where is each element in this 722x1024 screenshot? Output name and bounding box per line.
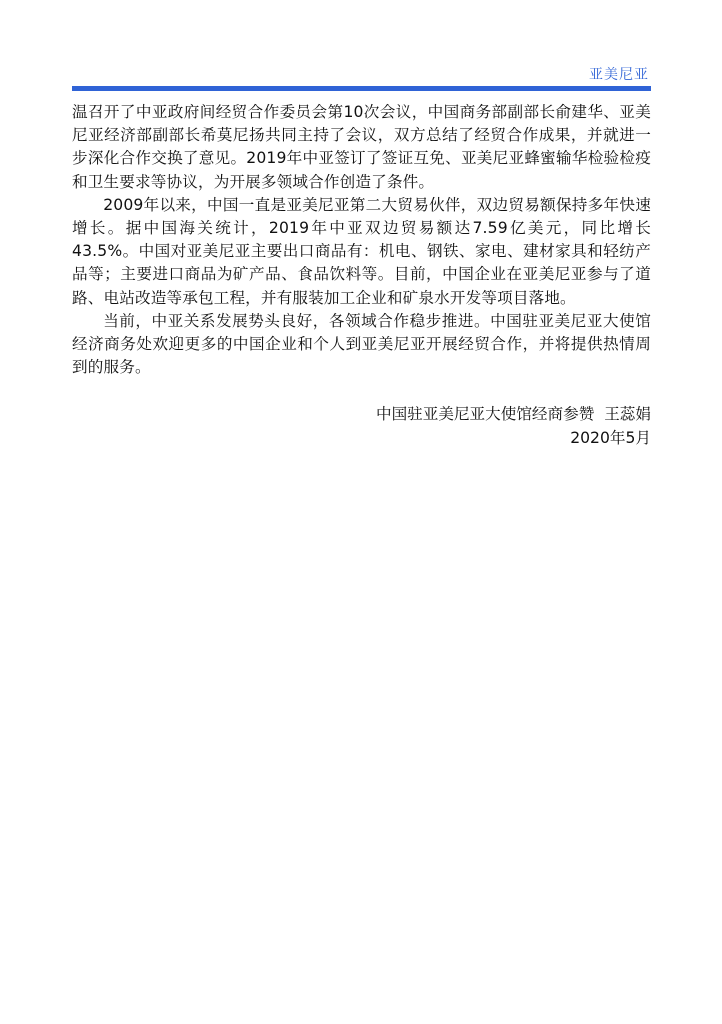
signature-block: [72, 403, 651, 449]
document-body: [72, 101, 651, 450]
running-header: 亚美尼亚: [589, 67, 649, 83]
paragraph-3: 当前，中亚关系发展势头良好，各领域合作稳步推进。中国驻亚美尼亚大使馆经济商务处欢迎更多的中国企业和个人到亚美尼亚开展经贸合作，并将提供热情周到的服务。: [72, 311, 651, 377]
signature-date: 2020年5月: [570, 428, 651, 447]
paragraph-2: 2009年以来，中国一直是亚美尼亚第二大贸易伙伴，双边贸易额保持多年快速增长。据中国海关统计，2019年中亚双边贸易额达7.59亿美元，同比增长43.5%。中国对亚美尼亚主要出口商品有：机电、钢铁、家电、建材家具和轻纺产品等；主要进口商品为矿产品、食品饮料等。目前，中国企业在亚美尼亚参与了道路、电站改造等承包工程，并有服装加工企业和矿泉水开发等项目落地。: [72, 195, 651, 307]
header-divider: [72, 86, 651, 91]
signature-author: 中国驻亚美尼亚大使馆经商参赞 王蕊娟: [375, 405, 651, 424]
paragraph-1: 温召开了中亚政府间经贸合作委员会第10次会议，中国商务部副部长俞建华、亚美尼亚经济部副部长希莫尼扬共同主持了会议，双方总结了经贸合作成果，并就进一步深化合作交换了意见。2019年中亚签订了签证互免、亚美尼亚蜂蜜输华检验检疫和卫生要求等协议，为开展多领域合作创造了条件。: [72, 103, 651, 191]
